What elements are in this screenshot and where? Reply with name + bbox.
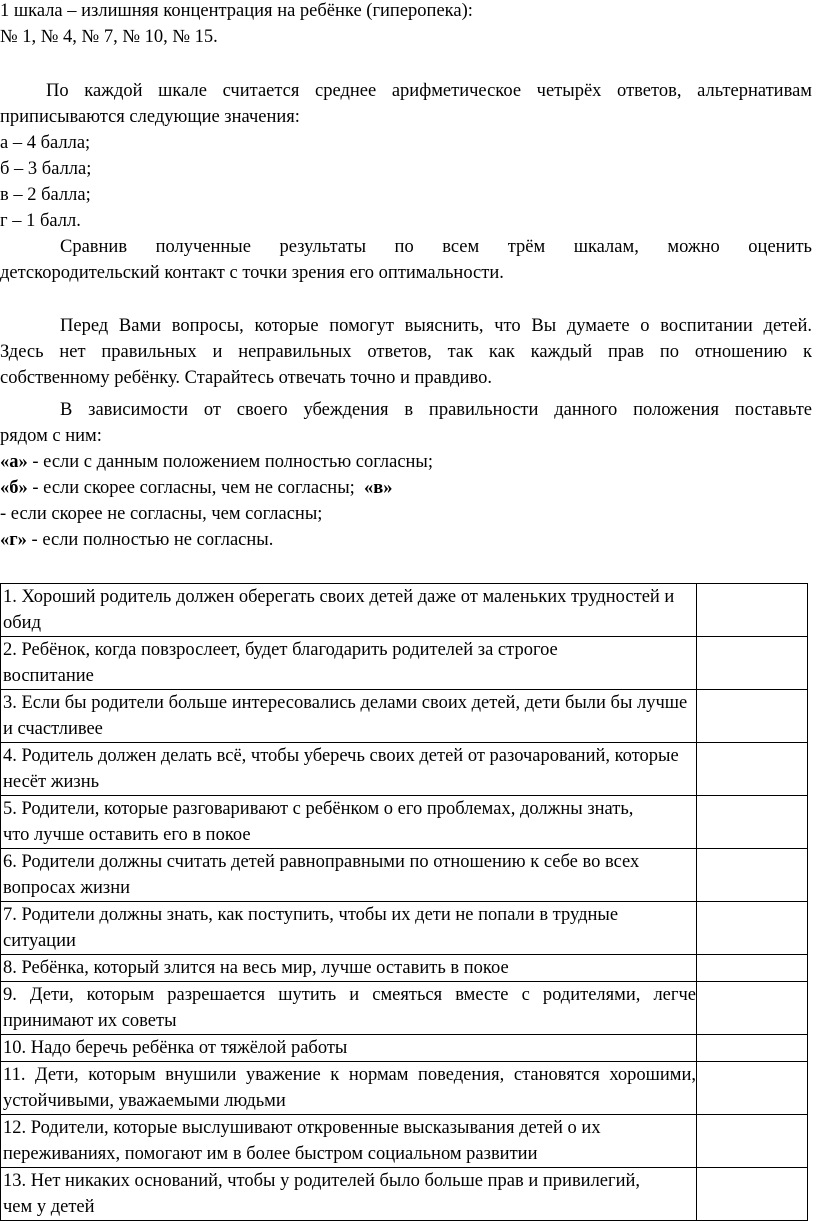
table-row xyxy=(1,955,808,982)
questions-table xyxy=(0,583,808,1221)
answer-cell[interactable] xyxy=(697,743,808,796)
table-row xyxy=(1,902,808,955)
question-text: 12. Родители, которые выслушивают откровенные высказывания детей о их переживаниях, помогают им в более быстром социальном развитии xyxy=(1,1115,697,1168)
compare-paragraph-line2: детскородительский контакт с точки зрения его оптимальности. xyxy=(0,263,504,283)
table-row xyxy=(1,1035,808,1062)
answer-cell[interactable] xyxy=(697,1062,808,1115)
table-row xyxy=(1,584,808,637)
answer-cell[interactable] xyxy=(697,902,808,955)
question-text: 2. Ребёнок, когда повзрослеет, будет благодарить родителей за строгое воспитание xyxy=(1,637,697,690)
option-a-key: «а» xyxy=(0,452,28,472)
option-v: - если скорее не согласны, чем согласны; xyxy=(0,504,323,524)
score-value-v: в – 2 балла; xyxy=(0,185,91,205)
answer-cell[interactable] xyxy=(697,982,808,1035)
table-row xyxy=(1,849,808,902)
option-g-key: «г» xyxy=(0,530,27,550)
question-text: 6. Родители должны считать детей равноправными по отношению к себе во всех вопросах жизни xyxy=(1,849,697,902)
answer-cell[interactable] xyxy=(697,637,808,690)
score-value-g: г – 1 балл. xyxy=(0,211,81,231)
question-text: 13. Нет никаких оснований, чтобы у родителей было больше прав и привилегий, чем у детей xyxy=(1,1168,697,1221)
scoring-paragraph-line2: приписываются следующие значения: xyxy=(0,107,300,127)
instructions-line1: Перед Вами вопросы, которые помогут выяснить, что Вы думаете о воспитании детей. xyxy=(60,316,812,336)
scale-heading: 1 шкала – излишняя концентрация на ребёнке (гиперопека): xyxy=(0,1,473,21)
option-b-key: «б» xyxy=(0,478,28,498)
table-row xyxy=(1,1062,808,1115)
question-text: 4. Родитель должен делать всё, чтобы уберечь своих детей от разочарований, которые несёт жизнь xyxy=(1,743,697,796)
score-value-b: б – 3 балла; xyxy=(0,159,92,179)
instructions-line3: собственному ребёнку. Старайтесь отвечать точно и правдиво. xyxy=(0,368,492,388)
table-row xyxy=(1,690,808,743)
scale-items: № 1, № 4, № 7, № 10, № 15. xyxy=(0,27,218,47)
instructions-line2: Здесь нет правильных и неправильных ответов, так как каждый прав по отношению к xyxy=(0,342,812,362)
answer-cell[interactable] xyxy=(697,1035,808,1062)
answer-cell[interactable] xyxy=(697,1115,808,1168)
scoring-paragraph-line1: По каждой шкале считается среднее арифметическое четырёх ответов, альтернативам xyxy=(46,81,812,101)
question-text: 7. Родители должны знать, как поступить, чтобы их дети не попали в трудные ситуации xyxy=(1,902,697,955)
instructions-line4: В зависимости от своего убеждения в правильности данного положения поставьте xyxy=(60,400,812,420)
answer-cell[interactable] xyxy=(697,796,808,849)
question-text: 11. Дети, которым внушили уважение к нормам поведения, становятся хорошими, устойчивыми, уважаемыми людьми xyxy=(1,1062,697,1115)
option-g: «г» - если полностью не согласны. xyxy=(0,530,274,550)
question-text: 10. Надо беречь ребёнка от тяжёлой работы xyxy=(1,1035,697,1062)
table-row xyxy=(1,637,808,690)
answer-cell[interactable] xyxy=(697,849,808,902)
question-text: 5. Родители, которые разговаривают с ребёнком о его проблемах, должны знать, что лучше оставить его в покое xyxy=(1,796,697,849)
option-a: «а» - если с данным положением полностью согласны; xyxy=(0,452,434,472)
instructions-line5: рядом с ним: xyxy=(0,426,102,446)
table-row xyxy=(1,982,808,1035)
answer-cell[interactable] xyxy=(697,955,808,982)
table-row xyxy=(1,1115,808,1168)
question-text: 9. Дети, которым разрешается шутить и смеяться вместе с родителями, легче принимают их советы xyxy=(1,982,697,1035)
option-b: «б» - если скорее согласны, чем не согласны; «в» xyxy=(0,478,393,498)
question-text: 1. Хороший родитель должен оберегать своих детей даже от маленьких трудностей и обид xyxy=(1,584,697,637)
answer-cell[interactable] xyxy=(697,584,808,637)
option-v-key: «в» xyxy=(364,478,393,498)
table-row xyxy=(1,796,808,849)
compare-paragraph-line1: Сравнив полученные результаты по всем трём шкалам, можно оценить xyxy=(60,237,812,257)
answer-cell[interactable] xyxy=(697,690,808,743)
question-text: 8. Ребёнка, который злится на весь мир, лучше оставить в покое xyxy=(1,955,697,982)
question-text: 3. Если бы родители больше интересовались делами своих детей, дети были бы лучше и счастливее xyxy=(1,690,697,743)
score-value-a: а – 4 балла; xyxy=(0,133,91,153)
table-row xyxy=(1,743,808,796)
